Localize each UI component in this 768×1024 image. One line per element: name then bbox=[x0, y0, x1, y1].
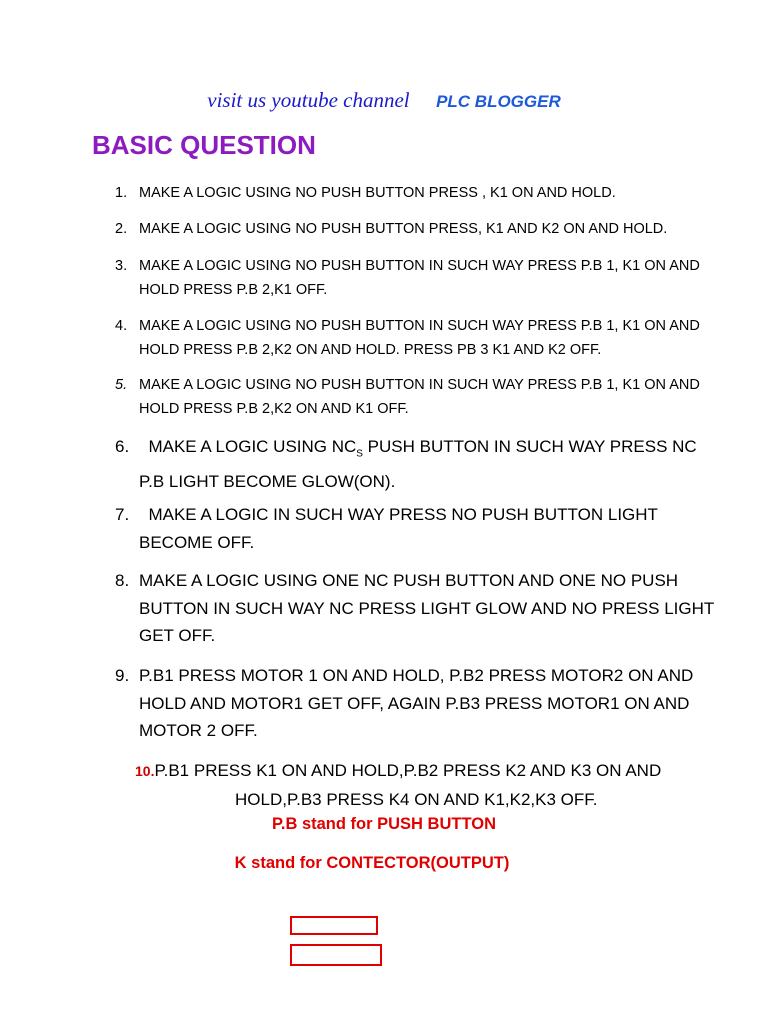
question-item bbox=[135, 757, 695, 813]
question-number: 1. bbox=[115, 185, 128, 201]
question-text: MAKE A LOGIC USING ONE NC PUSH BUTTON AND ONE NO PUSH BUTTON IN SUCH WAY NC PRESS LIGHT GLOW AND NO PRESS LIGHT GET OFF. bbox=[139, 571, 714, 645]
header-line bbox=[0, 88, 768, 113]
channel-name: PLC BLOGGER bbox=[436, 92, 561, 111]
question-number: 8. bbox=[115, 571, 130, 590]
question-text-part: MAKE A LOGIC USING NC bbox=[148, 437, 357, 456]
subscript: S bbox=[356, 448, 363, 460]
question-text: MAKE A LOGIC USING NO PUSH BUTTON IN SUCH WAY PRESS P.B 1, K1 ON AND HOLD PRESS P.B 2,K1 OFF. bbox=[139, 258, 700, 298]
question-text: MAKE A LOGIC USING NO PUSH BUTTON PRESS , K1 ON AND HOLD. bbox=[139, 185, 616, 201]
question-number: 2. bbox=[115, 221, 128, 237]
pb-definition-note: P.B stand for PUSH BUTTON bbox=[272, 815, 496, 833]
k-definition-note: K stand for CONTECTOR(OUTPUT) bbox=[234, 854, 510, 872]
question-text-part: MAKE A LOGIC IN SUCH WAY PRESS NO PUSH BUTTON LIGHT BECOME OFF. bbox=[139, 505, 658, 552]
question-number: 10. bbox=[135, 763, 155, 779]
youtube-invite-text: visit us youtube channel bbox=[207, 88, 410, 112]
question-text bbox=[139, 433, 725, 495]
question-text bbox=[139, 501, 725, 556]
red-box-top bbox=[290, 916, 378, 935]
question-number: 7. bbox=[115, 505, 130, 524]
question-number: 5. bbox=[115, 377, 128, 393]
page-title: BASIC QUESTION bbox=[92, 130, 316, 160]
question-text: P.B1 PRESS K1 ON AND HOLD,P.B2 PRESS K2 AND K3 ON AND bbox=[154, 761, 662, 780]
question-text-continued: HOLD,P.B3 PRESS K4 ON AND K1,K2,K3 OFF. bbox=[235, 789, 598, 809]
question-number: 3. bbox=[115, 258, 128, 274]
question-text: MAKE A LOGIC USING NO PUSH BUTTON IN SUCH WAY PRESS P.B 1, K1 ON AND HOLD PRESS P.B 2,K2 ON AND K1 OFF. bbox=[139, 377, 700, 417]
question-text-part: PUSH BUTTON IN SUCH WAY PRESS NC P.B LIGHT BECOME GLOW(ON). bbox=[139, 437, 697, 491]
question-text: MAKE A LOGIC USING NO PUSH BUTTON IN SUCH WAY PRESS P.B 1, K1 ON AND HOLD PRESS P.B 2,K2 ON AND HOLD. PRESS PB 3 K1 AND K2 OFF. bbox=[139, 318, 700, 358]
question-number: 9. bbox=[115, 666, 130, 685]
question-text: MAKE A LOGIC USING NO PUSH BUTTON PRESS, K1 AND K2 ON AND HOLD. bbox=[139, 221, 668, 237]
question-number: 6. bbox=[115, 437, 130, 456]
red-box-bottom bbox=[290, 944, 382, 966]
question-number: 4. bbox=[115, 318, 128, 334]
question-text: P.B1 PRESS MOTOR 1 ON AND HOLD, P.B2 PRESS MOTOR2 ON AND HOLD AND MOTOR1 GET OFF, AGAIN P.B3 PRESS MOTOR1 ON AND MOTOR 2 OFF. bbox=[139, 666, 694, 740]
